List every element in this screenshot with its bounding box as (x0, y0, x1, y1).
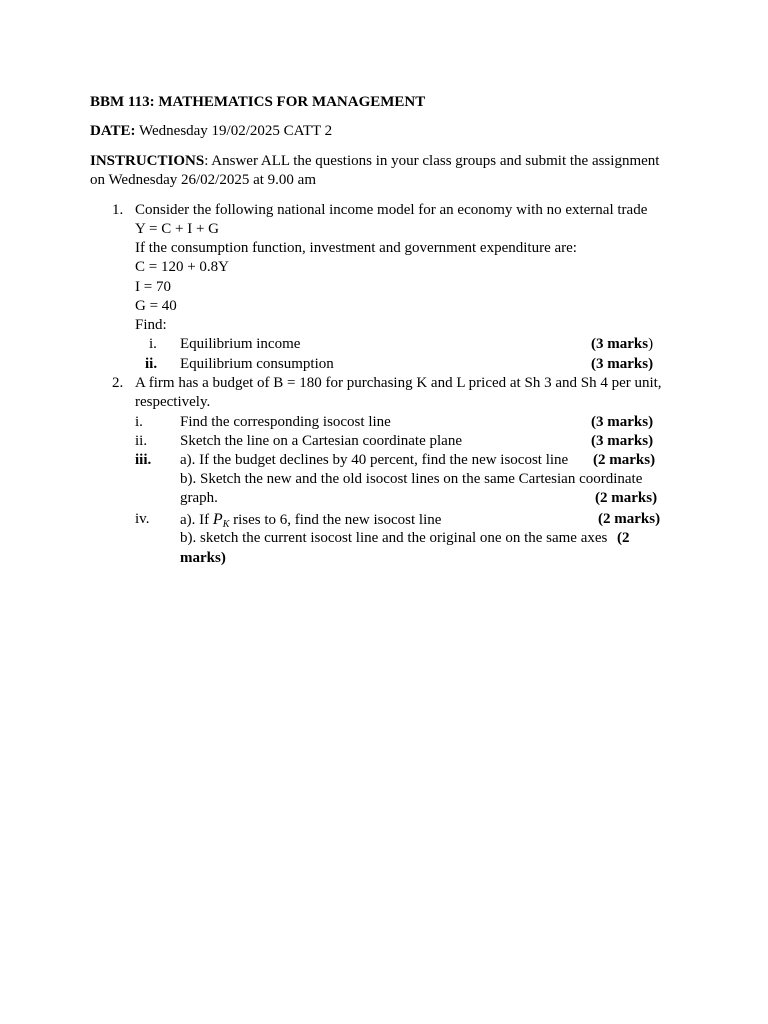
q2-item-iv-text-a: a). If $P_K$ rises to 6, find the new isocost line (180, 511, 442, 530)
q1-item-ii-text: Equilibrium consumption (180, 356, 334, 372)
q2-item-iv-number: iv. (135, 511, 150, 527)
q2-intro-line-1: A firm has a budget of B = 180 for purchasing K and L priced at Sh 3 and Sh 4 per unit, (135, 375, 662, 391)
q2-item-iii-text-b-line-2: graph. (180, 490, 218, 506)
q1-item-i-number: i. (149, 336, 157, 352)
date-label: DATE: (90, 123, 136, 139)
q2-item-i-marks: (3 marks) (591, 414, 654, 430)
pk-subscript: K (222, 519, 230, 530)
q2-intro-line-2: respectively. (135, 394, 211, 410)
q2-item-iii-marks-a: (2 marks) (593, 452, 656, 468)
q1-number: 1. (112, 202, 124, 218)
q2-item-iv-text-b: b). sketch the current isocost line and the original one on the same axes (180, 530, 608, 546)
q1-intro: Consider the following national income model for an economy with no external trade (135, 202, 648, 218)
q1-item-i-text: Equilibrium income (180, 336, 301, 352)
q2-item-i-text: Find the corresponding isocost line (180, 414, 391, 430)
q1-investment-eq: I = 70 (135, 279, 171, 295)
q1-find: Find: (135, 317, 167, 333)
q1-if-text: If the consumption function, investment and government expenditure are: (135, 240, 577, 256)
date-line (90, 122, 332, 141)
q2-item-iii-text-b-line-1: b). Sketch the new and the old isocost lines on the same Cartesian coordinate (180, 471, 643, 487)
q2-item-iv-marks-b-part-2: marks) (180, 550, 226, 566)
q2-number: 2. (112, 375, 124, 391)
course-title: BBM 113: MATHEMATICS FOR MANAGEMENT (90, 94, 426, 110)
q2-item-iv-marks-b-part-1: (2 (617, 530, 630, 546)
q2-item-iii-number: iii. (135, 452, 152, 468)
q2-item-iii-text-a: a). If the budget declines by 40 percent, find the new isocost line (180, 452, 569, 468)
q2-item-iv-marks-a: (2 marks) (598, 511, 661, 527)
instructions-line-2: on Wednesday 26/02/2025 at 9.00 am (90, 172, 316, 188)
q1-government-eq: G = 40 (135, 298, 177, 314)
instructions-text: : Answer ALL the questions in your class groups and submit the assignment (204, 153, 660, 169)
q1-consumption-eq: C = 120 + 0.8Y (135, 259, 230, 275)
instructions-line-1 (90, 152, 659, 171)
q2-item-ii-number: ii. (135, 433, 148, 449)
q2-item-i-number: i. (135, 414, 143, 430)
q1-item-i-marks: (3 marks) (591, 336, 654, 352)
q1-equation: Y = C + I + G (135, 221, 219, 237)
q1-item-ii-marks: (3 marks) (591, 356, 654, 372)
date-value: Wednesday 19/02/2025 CATT 2 (135, 123, 333, 139)
q2-item-ii-text: Sketch the line on a Cartesian coordinate plane (180, 433, 462, 449)
q2-item-ii-marks: (3 marks) (591, 433, 654, 449)
pk-symbol: P (212, 511, 223, 528)
instructions-label: INSTRUCTIONS (90, 153, 205, 169)
q1-item-ii-number: ii. (145, 356, 158, 372)
q2-item-iii-marks-b: (2 marks) (595, 490, 658, 506)
